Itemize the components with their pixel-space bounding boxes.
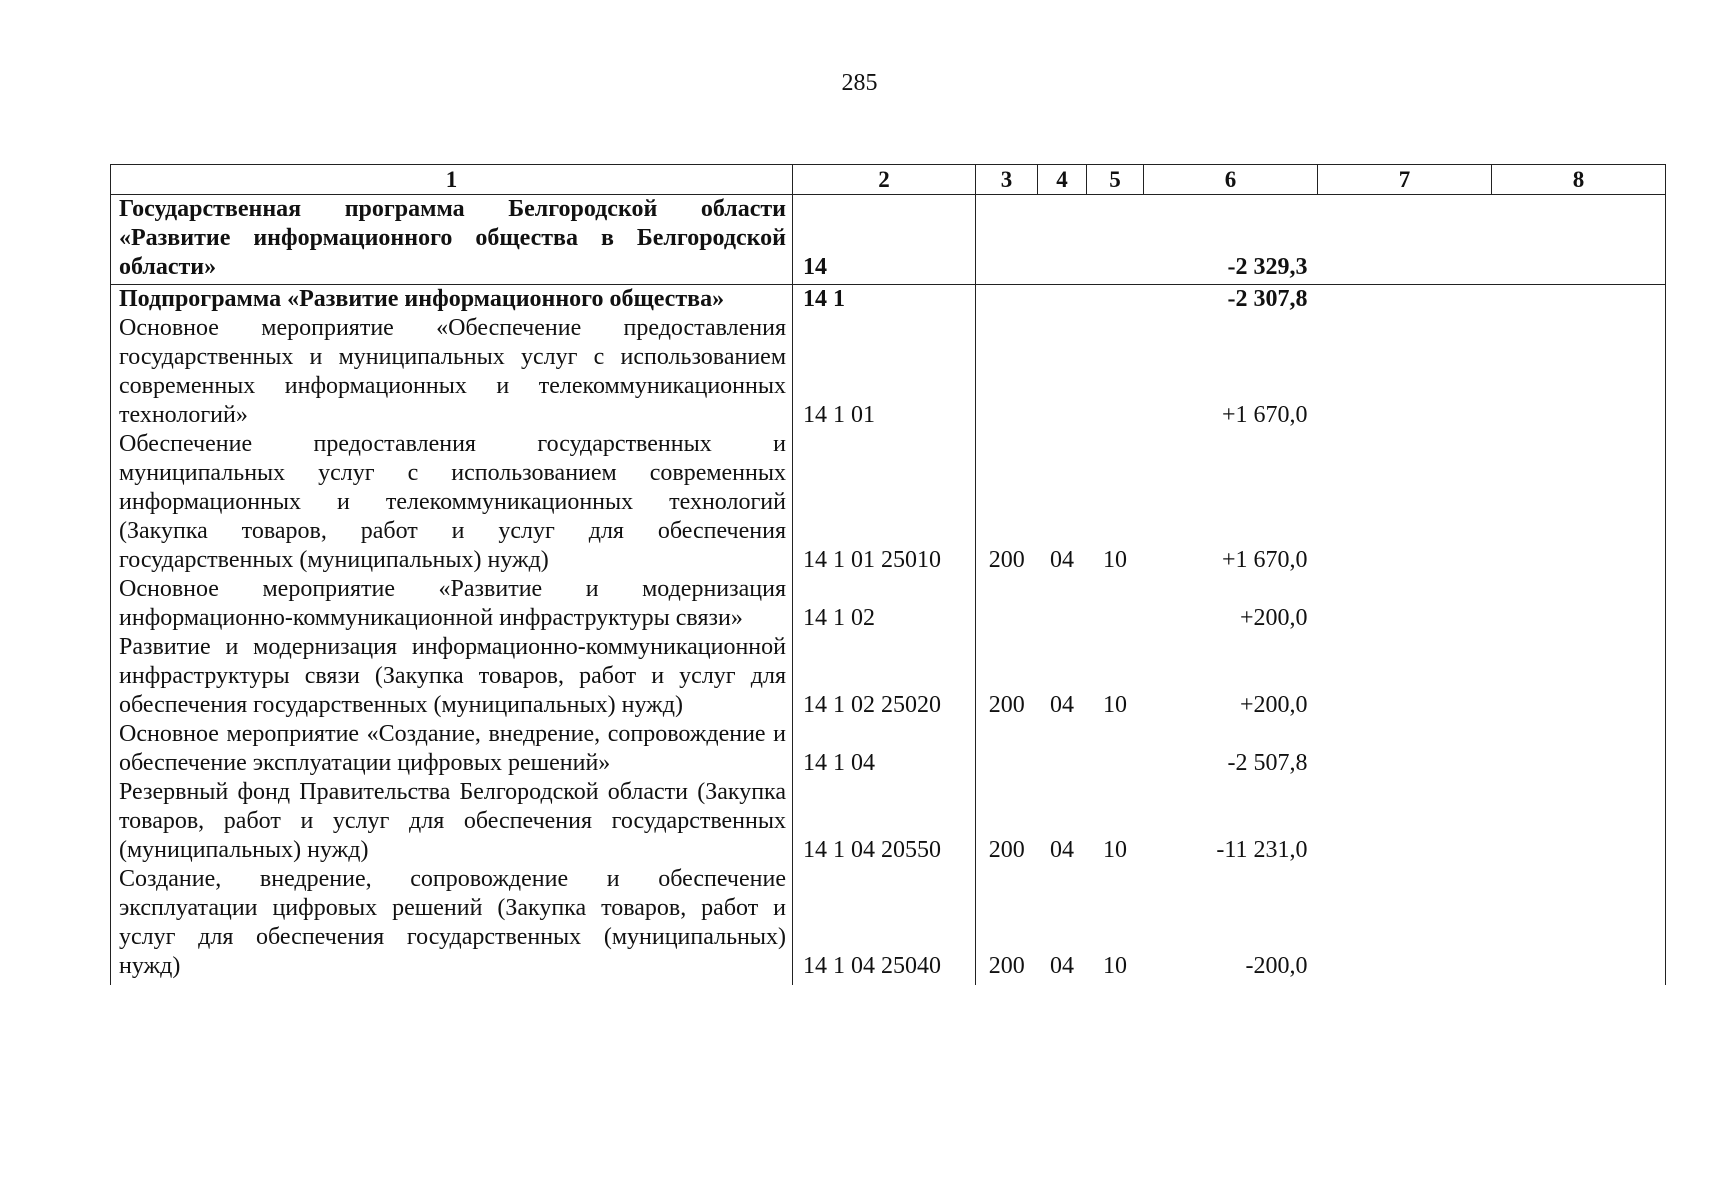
table-row (111, 285, 1666, 315)
row-col-8 (1492, 285, 1666, 315)
row-col-8 (1492, 778, 1666, 865)
table-row (111, 195, 1666, 285)
row-code: 14 1 01 (793, 314, 976, 430)
row-section (1038, 314, 1087, 430)
table-body (111, 195, 1666, 986)
row-col-8 (1492, 195, 1666, 285)
header-col-1: 1 (111, 165, 793, 195)
row-section (1038, 575, 1087, 633)
row-section (1038, 285, 1087, 315)
row-code: 14 1 02 25020 (793, 633, 976, 720)
row-name: Основное мероприятие «Развитие и модернизация информационно-коммуникационной инфраструктуры связи» (111, 575, 793, 633)
row-section (1038, 195, 1087, 285)
header-col-4: 4 (1038, 165, 1087, 195)
row-code: 14 (793, 195, 976, 285)
page-number: 285 (841, 70, 878, 96)
row-expense-type (976, 314, 1038, 430)
row-name: Создание, внедрение, сопровождение и обеспечение эксплуатации цифровых решений (Закупка товаров, работ и услуг для обеспечения государственных (муниципальных) нужд) (111, 865, 793, 985)
row-name: Основное мероприятие «Создание, внедрение, сопровождение и обеспечение эксплуатации цифровых решений» (111, 720, 793, 778)
budget-table (110, 164, 1666, 985)
row-amount: -200,0 (1245, 953, 1308, 979)
row-name: Подпрограмма «Развитие информационного общества» (111, 285, 793, 315)
row-expense-type: 200 (988, 692, 1025, 718)
row-name: Резервный фонд Правительства Белгородской области (Закупка товаров, работ и услуг для обеспечения государственных (муниципальных) нужд) (111, 778, 793, 865)
row-col-7 (1318, 865, 1492, 985)
row-col-8 (1492, 633, 1666, 720)
row-amount: +1 670,0 (1221, 547, 1308, 573)
header-col-7: 7 (1318, 165, 1492, 195)
row-col-7 (1318, 195, 1492, 285)
row-col-8 (1492, 430, 1666, 575)
row-section: 04 (1050, 953, 1074, 979)
row-name: Развитие и модернизация информационно-коммуникационной инфраструктуры связи (Закупка товаров, работ и услуг для обеспечения государственных (муниципальных) нужд) (111, 633, 793, 720)
row-expense-type: 200 (988, 547, 1025, 573)
row-amount: -2 507,8 (1227, 750, 1308, 776)
table-row (111, 430, 1666, 575)
table-row (111, 720, 1666, 778)
row-subsection (1087, 285, 1144, 315)
row-col-7 (1318, 314, 1492, 430)
row-col-8 (1492, 720, 1666, 778)
row-subsection (1087, 195, 1144, 285)
row-expense-type (976, 285, 1038, 315)
header-col-2: 2 (793, 165, 976, 195)
header-col-8: 8 (1492, 165, 1666, 195)
row-section (1038, 720, 1087, 778)
table-row (111, 314, 1666, 430)
row-code: 14 1 (793, 285, 976, 315)
table-row (111, 778, 1666, 865)
row-subsection: 10 (1103, 692, 1127, 718)
row-subsection: 10 (1103, 837, 1127, 863)
table-row (111, 865, 1666, 985)
row-expense-type (976, 575, 1038, 633)
row-expense-type (976, 720, 1038, 778)
row-col-8 (1492, 575, 1666, 633)
row-subsection: 10 (1103, 953, 1127, 979)
row-expense-type (976, 195, 1038, 285)
row-col-7 (1318, 778, 1492, 865)
row-subsection (1087, 720, 1144, 778)
header-col-6: 6 (1144, 165, 1318, 195)
row-code: 14 1 04 20550 (793, 778, 976, 865)
row-name: Обеспечение предоставления государственных и муниципальных услуг с использованием современных информационных и телекоммуникационных технологий (Закупка товаров, работ и услуг для обеспечения государственных (муниципальных) нужд) (111, 430, 793, 575)
row-amount: -2 307,8 (1227, 286, 1308, 312)
row-col-7 (1318, 285, 1492, 315)
row-name: Основное мероприятие «Обеспечение предоставления государственных и муниципальных услуг с использованием современных информационных и телекоммуникационных технологий» (111, 314, 793, 430)
header-row (111, 165, 1666, 195)
row-col-7 (1318, 720, 1492, 778)
row-code: 14 1 02 (793, 575, 976, 633)
row-amount: +1 670,0 (1221, 402, 1308, 428)
row-col-8 (1492, 865, 1666, 985)
row-subsection: 10 (1103, 547, 1127, 573)
row-section: 04 (1050, 547, 1074, 573)
table-row (111, 633, 1666, 720)
table-header (111, 165, 1666, 195)
row-subsection (1087, 314, 1144, 430)
table-row (111, 575, 1666, 633)
row-code: 14 1 04 (793, 720, 976, 778)
header-col-5: 5 (1087, 165, 1144, 195)
row-col-7 (1318, 430, 1492, 575)
row-amount: -11 231,0 (1216, 837, 1308, 863)
row-expense-type: 200 (988, 837, 1025, 863)
row-col-8 (1492, 314, 1666, 430)
row-col-7 (1318, 575, 1492, 633)
row-name: Государственная программа Белгородской области «Развитие информационного общества в Белгородской области» (111, 195, 793, 285)
row-code: 14 1 01 25010 (793, 430, 976, 575)
header-col-3: 3 (976, 165, 1038, 195)
row-amount: +200,0 (1239, 605, 1308, 631)
row-expense-type: 200 (988, 953, 1025, 979)
row-section: 04 (1050, 837, 1074, 863)
row-amount: +200,0 (1239, 692, 1308, 718)
row-code: 14 1 04 25040 (793, 865, 976, 985)
row-amount: -2 329,3 (1144, 195, 1318, 285)
row-col-7 (1318, 633, 1492, 720)
row-subsection (1087, 575, 1144, 633)
row-section: 04 (1050, 692, 1074, 718)
